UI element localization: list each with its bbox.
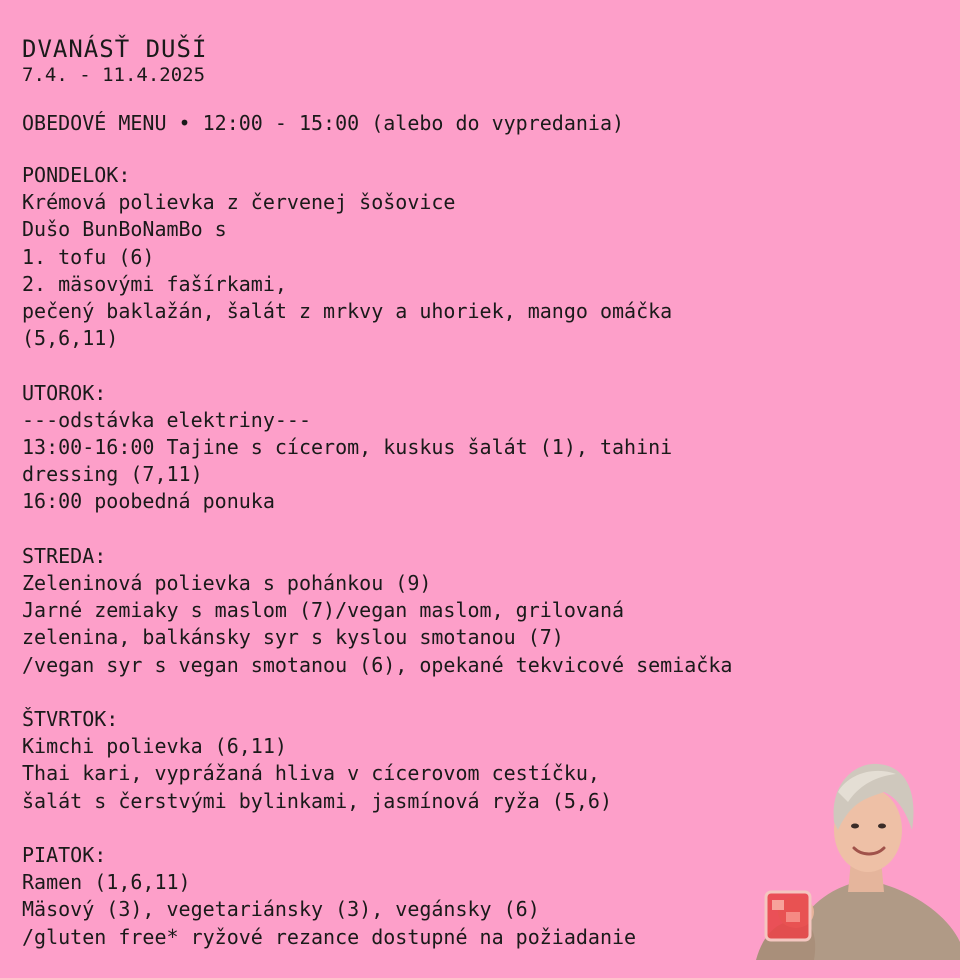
day-name: UTOROK:	[22, 380, 107, 405]
menu-line: Kimchi polievka (6,11)	[22, 734, 287, 759]
day-thursday	[22, 706, 732, 815]
days-list	[22, 162, 732, 978]
day-monday	[22, 162, 732, 352]
menu-line: Ramen (1,6,11)	[22, 870, 191, 895]
menu-line: Dušo BunBoNamBo s	[22, 217, 227, 242]
menu-line: 13:00-16:00 Tajine s cícerom, kuskus šalát (1), tahini	[22, 435, 673, 460]
menu-line: 1. tofu (6)	[22, 244, 155, 269]
menu-line: 16:00 poobedná ponuka	[22, 489, 275, 514]
menu-line: pečený baklažán, šalát z mrkvy a uhoriek, mango omáčka	[22, 299, 673, 324]
day-name: PONDELOK:	[22, 163, 131, 187]
day-tuesday	[22, 380, 732, 516]
menu-line: Jarné zemiaky s maslom (7)/vegan maslom, grilovaná	[22, 598, 625, 623]
menu-line: Thai kari, vyprážaná hliva v cícerovom cestíčku,	[22, 761, 600, 786]
menu-line: Zeleninová polievka s pohánkou (9)	[22, 571, 432, 596]
menu-line: /gluten free* ryžové rezance dostupné na požiadanie	[22, 924, 637, 949]
menu-line: /vegan syr s vegan smotanou (6), opekané tekvicové semiačka	[22, 652, 733, 677]
menu-dates: 7.4. - 11.4.2025	[22, 64, 206, 86]
chef-photo	[756, 752, 960, 960]
menu-line: 2. mäsovými fašírkami,	[22, 271, 287, 296]
menu-line: ---odstávka elektriny---	[22, 407, 311, 432]
day-name: ŠTVRTOK:	[22, 707, 119, 732]
day-name: PIATOK:	[22, 843, 107, 868]
menu-title: DVANÁSŤ DUŠÍ	[22, 35, 208, 63]
day-name: STREDA:	[22, 543, 107, 568]
menu-line: Mäsový (3), vegetariánsky (3), vegánsky (6)	[22, 897, 540, 922]
menu-line: (5,6,11)	[22, 326, 119, 351]
menu-line: zelenina, balkánsky syr s kyslou smotanou (7)	[22, 625, 564, 650]
menu-line: šalát s čerstvými bylinkami, jasmínová ryža (5,6)	[22, 788, 613, 813]
menu-line: dressing (7,11)	[22, 462, 203, 487]
menu-line: Krémová polievka z červenej šošovice	[22, 190, 456, 215]
day-friday	[22, 842, 732, 951]
day-wednesday	[22, 543, 732, 679]
menu-hours: OBEDOVÉ MENU • 12:00 - 15:00 (alebo do vypredania)	[22, 111, 625, 135]
